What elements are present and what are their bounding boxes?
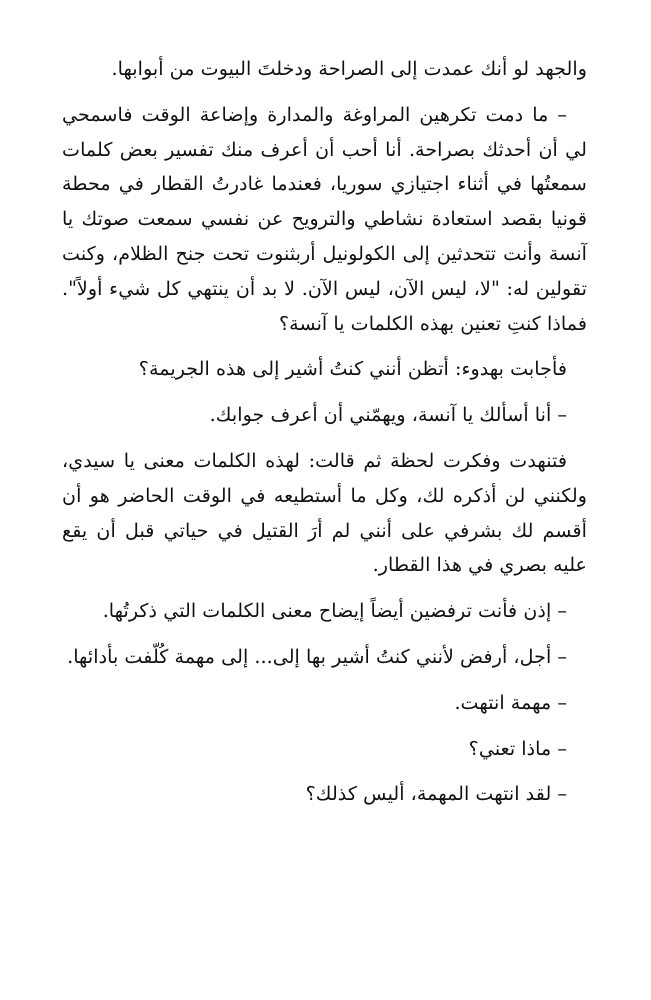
paragraph-dialogue: – ماذا تعني؟: [468, 736, 567, 760]
paragraph-dialogue: – أنا أسألك يا آنسة، ويهمّني أن أعرف جوابك.: [209, 403, 567, 427]
paragraph-continuation: والجهد لو أنك عمدت إلى الصراحة ودخلتَ البيوت من أبوابها.: [111, 57, 587, 80]
paragraph-dialogue: – لقد انتهت المهمة، أليس كذلك؟: [305, 782, 567, 806]
paragraph-dialogue: – إذن فأنت ترفضين أيضاً إيضاح معنى الكلمات التي ذكرتُها.: [102, 599, 567, 623]
paragraph-dialogue: – ما دمت تكرهين المراوغة والمدارة وإضاعة الوقت فاسمحي لي أن أحدثك بصراحة. أنا أحب أن أعرف منك تفسير بعض كلمات سمعتُها في أثناء اجتيازي سوريا، فعندما غادرتُ القطار في محطة قونيا بقصد استعادة نشاطي والترويح عن نفسي سمعت صوتك يا آنسة وأنت تتحدثين إلى الكولونيل أربثنوت تحت جنح الظلام، وكنت تقولين له: "لا، ليس الآن، ليس الآن. لا بد أن ينتهي كل شيء أولاً". فماذا كنتِ تعنين بهذه الكلمات يا آنسة؟: [62, 102, 587, 335]
paragraph-dialogue: – مهمة انتهت.: [454, 690, 567, 714]
paragraph-narration: فأجابت بهدوء: أتظن أنني كنتُ أشير إلى هذه الجريمة؟: [138, 357, 567, 381]
book-page-text: [62, 52, 587, 1000]
paragraph-narration: فتنهدت وفكرت لحظة ثم قالت: لهذه الكلمات معنى يا سيدي، ولكنني لن أذكره لك، وكل ما أستطيعه في الوقت الحاضر هو أن أقسم لك بشرفي على أنني لم أرَ القتيل في حياتي قبل أن يقع عليه بصري في هذا القطار.: [62, 448, 587, 577]
paragraph-dialogue: – أجل، أرفض لأنني كنتُ أشير بها إلى... إلى مهمة كُلّفت بأدائها.: [67, 644, 567, 668]
